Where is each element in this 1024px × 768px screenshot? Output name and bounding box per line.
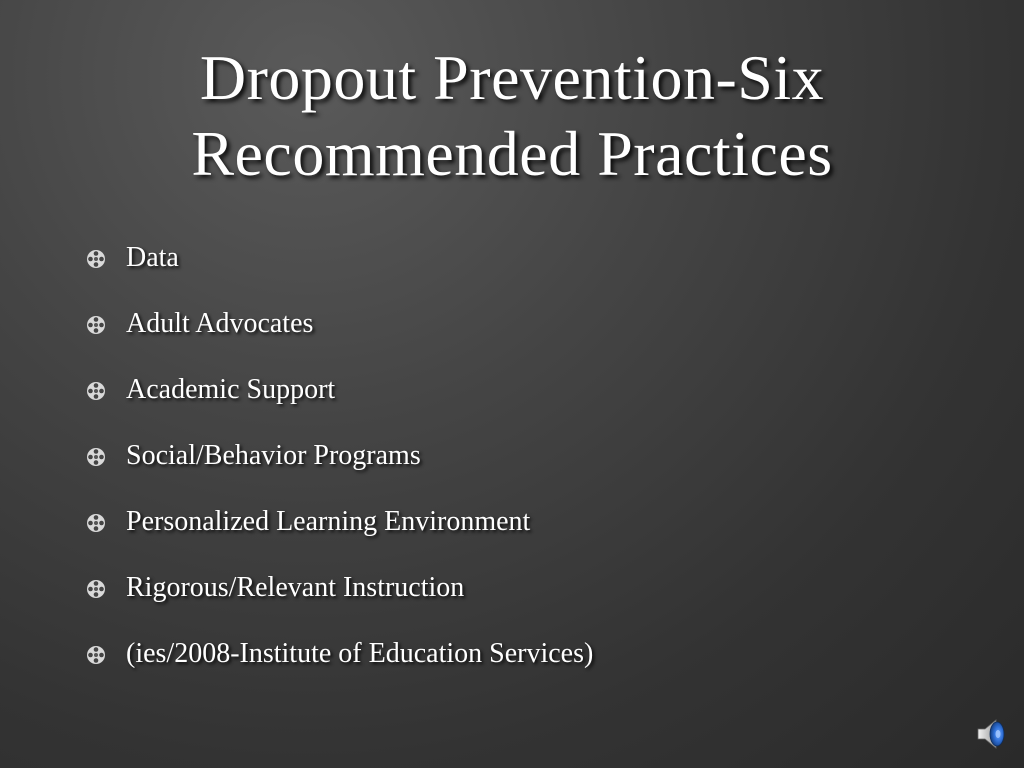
- film-reel-icon: [86, 447, 106, 467]
- bullet-text: (ies/2008-Institute of Education Services): [126, 638, 594, 669]
- film-reel-icon: [86, 645, 106, 665]
- film-reel-icon: [86, 381, 106, 401]
- bullet-text: Academic Support: [126, 374, 336, 405]
- film-reel-icon: [86, 315, 106, 335]
- title-line-1: Dropout Prevention-Six: [199, 42, 825, 113]
- title-line-2: Recommended Practices: [191, 118, 833, 189]
- slide-title: [0, 40, 1024, 192]
- bullet-text: Personalized Learning Environment: [126, 506, 531, 537]
- film-reel-icon: [86, 249, 106, 269]
- speaker-icon[interactable]: [972, 714, 1012, 754]
- bullet-text: Data: [126, 242, 179, 273]
- bullet-text: Adult Advocates: [126, 308, 314, 339]
- bullet-text: Rigorous/Relevant Instruction: [126, 572, 465, 603]
- film-reel-icon: [86, 579, 106, 599]
- bullet-text: Social/Behavior Programs: [126, 440, 421, 471]
- film-reel-icon: [86, 513, 106, 533]
